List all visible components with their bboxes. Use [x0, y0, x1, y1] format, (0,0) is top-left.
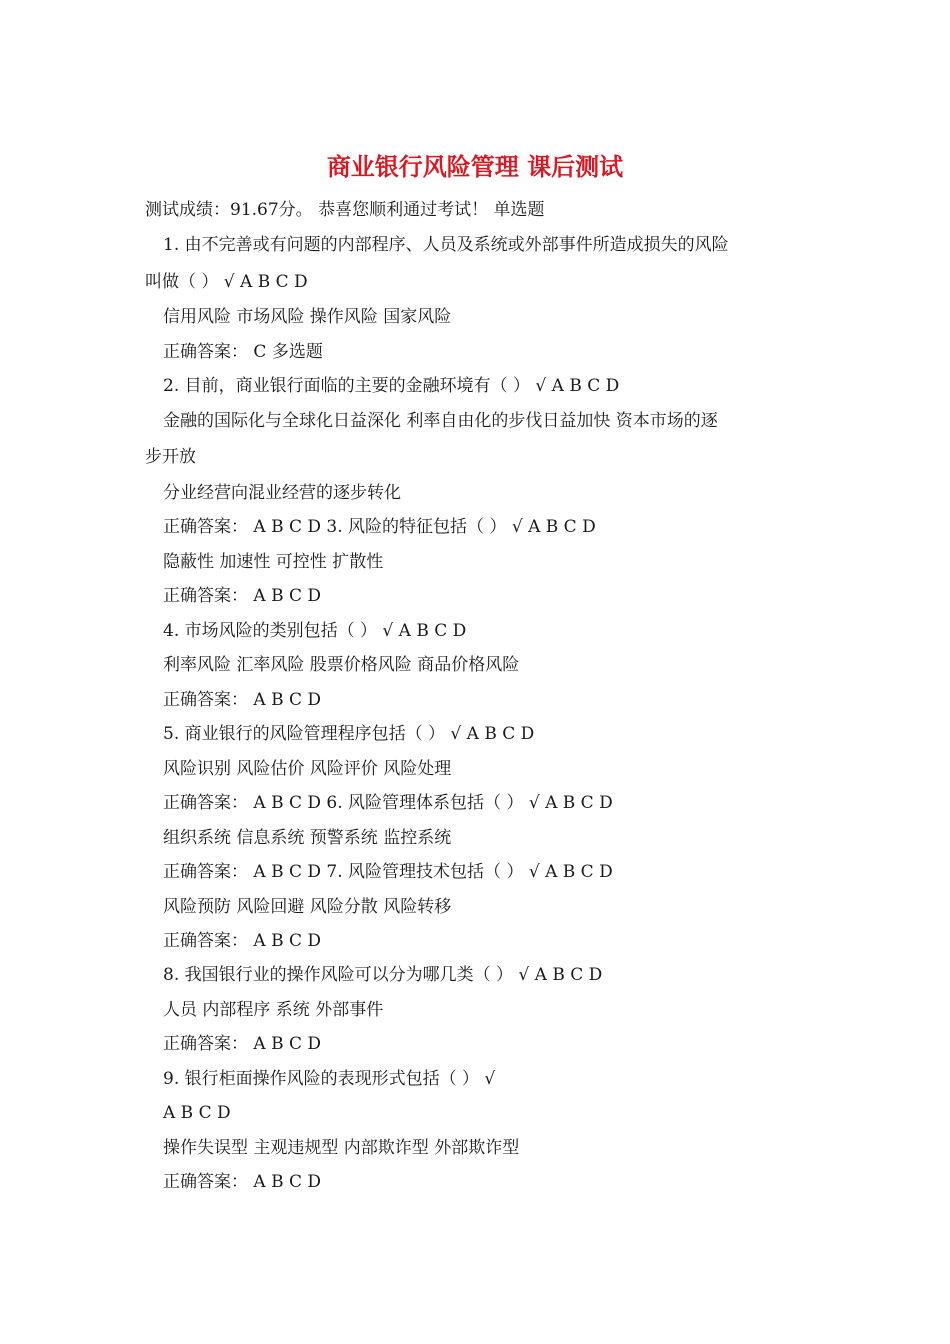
question-5: 5. 商业银行的风险管理程序包括（ ） √ A B C D	[163, 724, 535, 744]
question-9-answer: 正确答案： A B C D	[163, 1172, 322, 1192]
question-6-options: 组织系统 信息系统 预警系统 监控系统	[163, 828, 452, 848]
question-1-line-2: 叫做（ ） √ A B C D	[145, 272, 308, 292]
question-2: 2. 目前，商业银行面临的主要的金融环境有（ ） √ A B C D	[163, 376, 620, 396]
question-4: 4. 市场风险的类别包括（ ） √ A B C D	[163, 621, 467, 641]
question-1-line-1: 1. 由不完善或有问题的内部程序、人员及系统或外部事件所造成损失的风险	[163, 235, 729, 255]
question-5-answer-question-6: 正确答案： A B C D 6. 风险管理体系包括（ ） √ A B C D	[163, 793, 613, 813]
question-1-answer: 正确答案： C 多选题	[163, 342, 323, 362]
question-8-options: 人员 内部程序 系统 外部事件	[163, 1000, 384, 1020]
question-9-options: 操作失误型 主观违规型 内部欺诈型 外部欺诈型	[163, 1138, 520, 1158]
question-2-options-line-3: 分业经营向混业经营的逐步转化	[163, 483, 401, 503]
question-7-options: 风险预防 风险回避 风险分散 风险转移	[163, 897, 452, 917]
question-2-options-line-2: 步开放	[145, 447, 196, 467]
question-7-answer: 正确答案： A B C D	[163, 931, 322, 951]
document-title: 商业银行风险管理 课后测试	[326, 153, 624, 181]
question-5-options: 风险识别 风险估价 风险评价 风险处理	[163, 759, 452, 779]
question-4-options: 利率风险 汇率风险 股票价格风险 商品价格风险	[163, 655, 520, 675]
question-9: 9. 银行柜面操作风险的表现形式包括（ ） √	[163, 1069, 496, 1089]
question-6-answer-question-7: 正确答案： A B C D 7. 风险管理技术包括（ ） √ A B C D	[163, 862, 613, 882]
question-8-answer: 正确答案： A B C D	[163, 1034, 322, 1054]
score-line: 测试成绩：91.67分。 恭喜您顺利通过考试！ 单选题	[145, 200, 545, 220]
question-9-choices: A B C D	[163, 1103, 231, 1123]
question-4-answer: 正确答案： A B C D	[163, 690, 322, 710]
question-2-options-line-1: 金融的国际化与全球化日益深化 利率自由化的步伐日益加快 资本市场的逐	[163, 411, 718, 431]
question-1-options: 信用风险 市场风险 操作风险 国家风险	[163, 307, 452, 327]
question-2-answer-question-3: 正确答案： A B C D 3. 风险的特征包括（ ） √ A B C D	[163, 517, 596, 537]
question-3-options: 隐蔽性 加速性 可控性 扩散性	[163, 552, 384, 572]
question-8: 8. 我国银行业的操作风险可以分为哪几类（ ） √ A B C D	[163, 965, 603, 985]
question-3-answer: 正确答案： A B C D	[163, 586, 322, 606]
